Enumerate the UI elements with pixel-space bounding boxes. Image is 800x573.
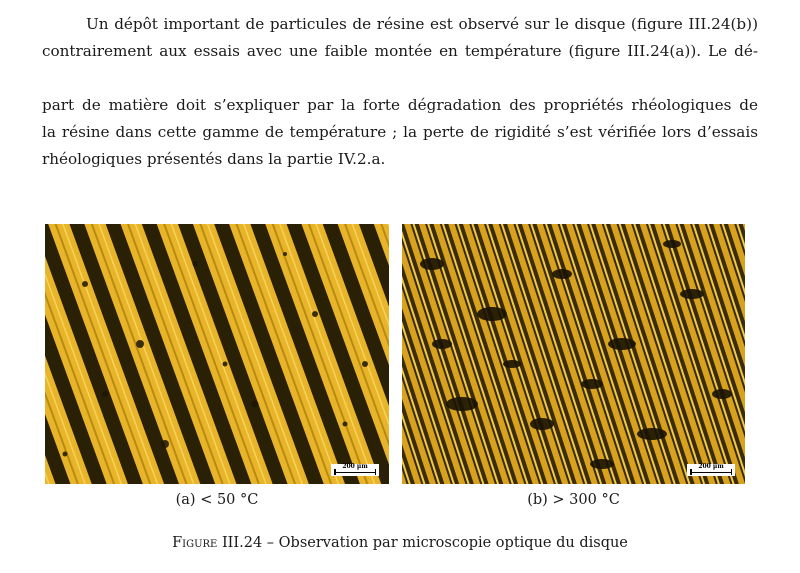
scale-bar-a: 200 µm [331,464,379,476]
micrograph-low-temperature [45,224,389,484]
micrograph-high-temperature [402,224,745,484]
figure-caption-label: Figure III.24 [172,535,263,551]
micrograph-a-image [45,224,389,484]
paragraph-2-line-3: rhéologiques présentés dans la partie IV.2.a. [42,150,386,168]
paragraph-2-line-2: la résine dans cette gamme de température ; la perte de rigidité s’est vérifiée lors d’essais [42,123,758,141]
subcaption-a: (a) < 50 °C [175,492,259,508]
paragraph-1-line-1: Un dépôt important de particules de résine est observé sur le disque (figure III.24(b)) [86,15,758,33]
subcaption-b: (b) > 300 °C [527,492,620,508]
scale-bar-b: 200 µm [687,464,735,476]
paragraph-1-line-2: contrairement aux essais avec une faible montée en température (figure III.24(a)). Le dé- [42,42,758,60]
figure-caption-text: – Observation par microscopie optique du disque [262,535,628,551]
paragraph-2 [42,92,758,173]
micrograph-b-image [402,224,745,484]
figure-caption [0,535,800,551]
paragraph-1 [42,11,758,65]
paragraph-2-line-1: part de matière doit s’expliquer par la forte dégradation des propriétés rhéologiques de [42,96,758,114]
